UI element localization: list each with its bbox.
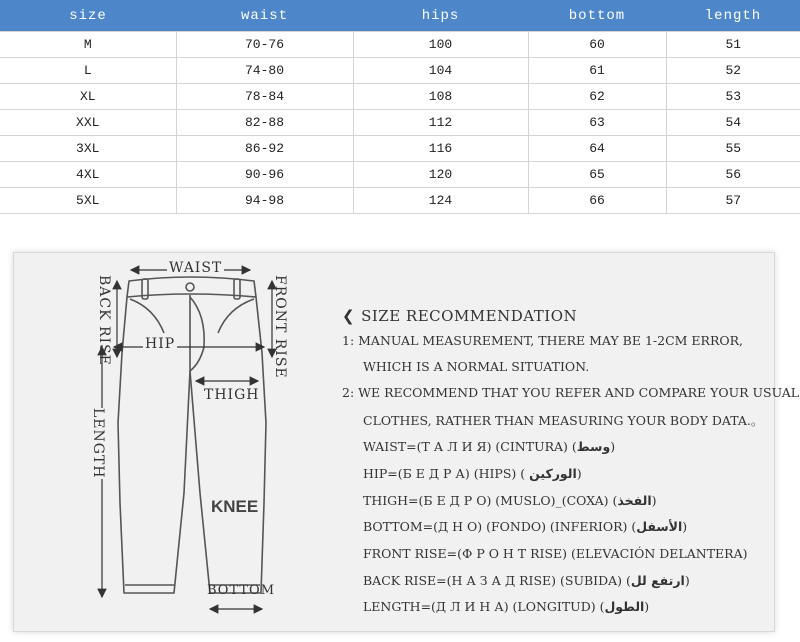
cell-bottom: 63 [528,110,666,136]
cell-size: XL [0,84,176,110]
term-text: FRONT RISE=(Ф Р О Н Т RISE) (ELEVACIÓN DELANTERA) [363,546,748,561]
cell-length: 51 [666,32,800,58]
thigh-label: THIGH [204,387,260,403]
back-rise-label: BACK RISE [96,275,112,366]
cell-waist: 86-92 [176,136,353,162]
cell-size: XXL [0,110,176,136]
table-row [0,136,800,162]
front-rise-label: FRONT RISE [272,275,288,379]
cell-length: 56 [666,162,800,188]
term-end: ) [684,573,690,588]
cell-waist: 78-84 [176,84,353,110]
term-front-rise [363,546,747,561]
term-text: THIGH=(Б Е Д Р О) (MUSLO)_(COXA) ( [363,493,618,508]
term-end: ) [610,439,616,454]
term-arabic: ارتفع لل [630,573,685,588]
cell-hips: 120 [353,162,528,188]
cell-size: 5XL [0,188,176,214]
cell-size: L [0,58,176,84]
note-1-line-2: WHICH IS A NORMAL SITUATION. [363,359,590,374]
cell-length: 55 [666,136,800,162]
header-bottom: bottom [528,0,666,32]
length-label: LENGTH [90,408,106,479]
term-hip [363,466,582,481]
header-length: length [666,0,800,32]
table-header-row [0,0,800,32]
recommendation-title-text: SIZE RECOMMENDATION [361,307,578,325]
cell-bottom: 61 [528,58,666,84]
term-waist [363,439,615,454]
cell-hips: 100 [353,32,528,58]
term-end: ) [576,466,582,481]
term-text: BACK RISE=(Н А З А Д RISE) (SUBIDA) ( [363,573,631,588]
term-end: ) [651,493,657,508]
term-arabic: الطول [604,599,645,614]
term-arabic: وسط [576,439,611,454]
pants-outline [118,277,266,593]
term-length [363,599,649,614]
term-arabic: الأسفل [636,519,683,534]
cell-bottom: 64 [528,136,666,162]
chevron-left-icon: ❮ [342,307,356,325]
hip-label: HIP [145,336,176,352]
cell-waist: 82-88 [176,110,353,136]
cell-length: 52 [666,58,800,84]
cell-hips: 116 [353,136,528,162]
term-end: ) [644,599,650,614]
term-end: ) [682,519,688,534]
term-arabic: الوركين [529,466,577,481]
table-row [0,58,800,84]
cell-bottom: 62 [528,84,666,110]
cell-waist: 94-98 [176,188,353,214]
cell-length: 54 [666,110,800,136]
cell-bottom: 66 [528,188,666,214]
term-back-rise [363,573,690,588]
term-text: BOTTOM=(Д Н О) (FONDO) (INFERIOR) ( [363,519,637,534]
term-text: LENGTH=(Д Л И Н А) (LONGITUD) ( [363,599,605,614]
term-text: WAIST=(Т А Л И Я) (CINTURA) ( [363,439,577,454]
cell-bottom: 60 [528,32,666,58]
header-hips: hips [353,0,528,32]
cell-hips: 112 [353,110,528,136]
cell-length: 53 [666,84,800,110]
recommendation-title [342,307,577,325]
measurement-guide-panel [13,252,800,632]
term-text: HIP=(Б Е Д Р А) (HIPS) ( [363,466,530,481]
cell-waist: 70-76 [176,32,353,58]
cell-size: 3XL [0,136,176,162]
table-row [0,84,800,110]
note-2-line-2: CLOTHES, RATHER THAN MEASURING YOUR BODY DATA.。 [363,413,764,428]
cell-waist: 90-96 [176,162,353,188]
note-1-line-1: 1: MANUAL MEASUREMENT, THERE MAY BE 1-2CM ERROR, [342,333,743,348]
bottom-label: BOTTOM [207,583,276,598]
cell-hips: 124 [353,188,528,214]
cell-size: M [0,32,176,58]
cell-hips: 104 [353,58,528,84]
note-2-line-1: 2: WE RECOMMEND THAT YOU REFER AND COMPARE YOUR USUAL [342,385,800,400]
header-waist: waist [176,0,353,32]
table-row [0,32,800,58]
table-row [0,110,800,136]
term-arabic: الفخذ [617,493,652,508]
size-chart-table [0,0,800,214]
term-thigh [363,493,657,508]
cell-length: 57 [666,188,800,214]
table-row [0,162,800,188]
table-row [0,188,800,214]
header-size: size [0,0,176,32]
waist-label: WAIST [169,260,223,276]
cell-bottom: 65 [528,162,666,188]
cell-size: 4XL [0,162,176,188]
term-bottom [363,519,687,534]
knee-label: KNEE [211,497,259,516]
cell-waist: 74-80 [176,58,353,84]
cell-hips: 108 [353,84,528,110]
